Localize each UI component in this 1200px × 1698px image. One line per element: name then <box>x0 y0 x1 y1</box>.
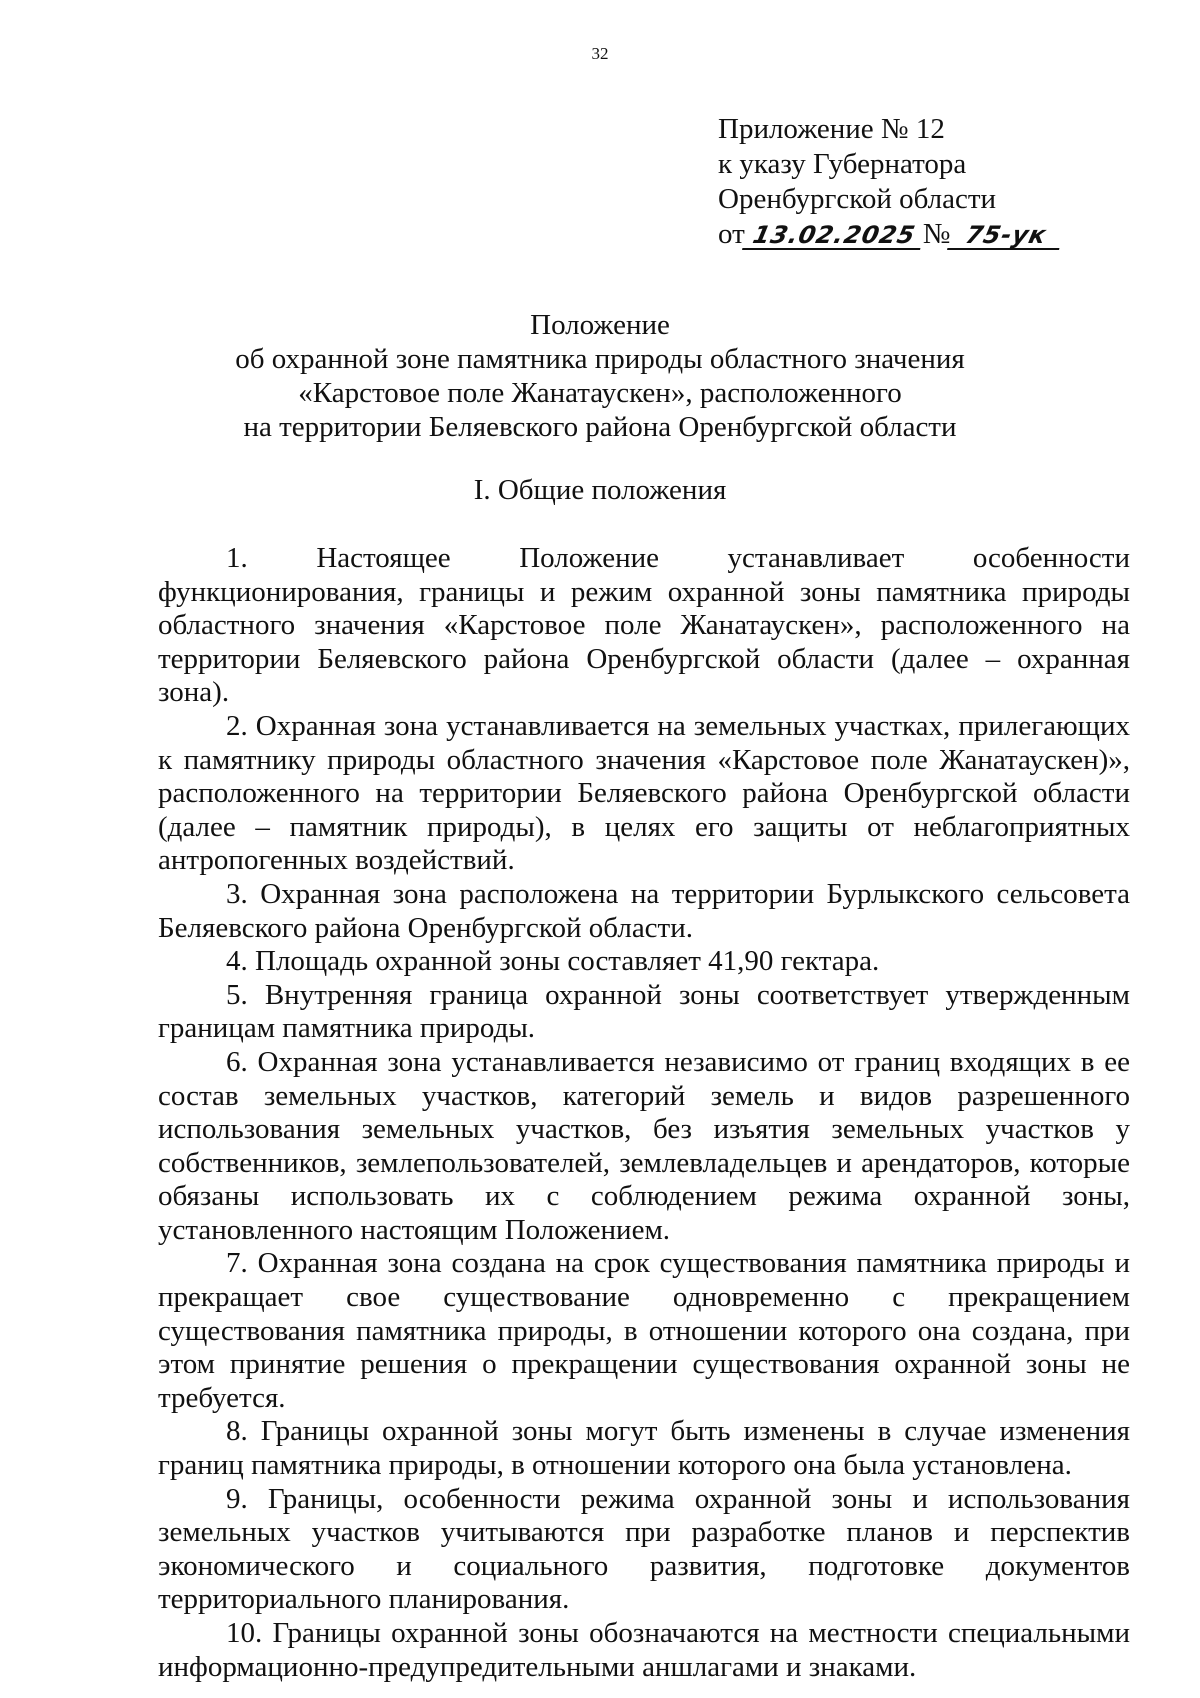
document-title <box>0 308 1200 444</box>
appendix-title: Приложение № 12 <box>718 113 945 145</box>
paragraph-8: 8. Границы охранной зоны могут быть изменены в случае изменения границ памятника природы, в отношении которого она была установлена. <box>158 1415 1130 1482</box>
paragraph-2: 2. Охранная зона устанавливается на земельных участках, прилегающих к памятнику природы областного значения «Карстовое поле Жанатаускен)», расположенного на территории Беляевского района Оренбургской области (далее – памятник природы), в целях его защиты от неблагоприятных антропогенных воздействий. <box>158 709 1130 877</box>
title-line-3: «Карстовое поле Жанатаускен», расположенного <box>298 377 902 409</box>
paragraph-3: 3. Охранная зона расположена на территории Бурлыкского сельсовета Беляевского района Оренбургской области. <box>158 877 1130 944</box>
section-heading: I. Общие положения <box>473 474 727 506</box>
page-number: 32 <box>591 44 609 63</box>
appendix-date-line <box>718 217 1062 252</box>
appendix-region: Оренбургской области <box>718 183 997 215</box>
paragraph-5: 5. Внутренняя граница охранной зоны соответствует утвержденным границам памятника природы. <box>158 978 1130 1045</box>
handwritten-number: 75-ук <box>947 222 1065 250</box>
number-sign: № <box>922 218 951 250</box>
title-line-1: Положение <box>530 309 670 341</box>
paragraph-4: 4. Площадь охранной зоны составляет 41,90 гектара. <box>226 945 880 978</box>
paragraph-10: 10. Границы охранной зоны обозначаются на местности специальными информационно-предупредительными аншлагами и знаками. <box>158 1617 1130 1683</box>
paragraph-9: 9. Границы, особенности режима охранной зоны и использования земельных участков учитываются при разработке планов и перспектив экономического и социального развития, подготовке документов территориального планирования. <box>158 1482 1130 1616</box>
appendix-decree-ref: к указу Губернатора <box>718 148 967 180</box>
appendix-block <box>718 112 1062 252</box>
body-text <box>158 542 1130 1684</box>
title-line-2: об охранной зоне памятника природы областного значения <box>235 343 965 375</box>
title-line-4: на территории Беляевского района Оренбургской области <box>243 411 957 443</box>
date-prefix: от <box>718 218 745 250</box>
handwritten-date: 13.02.2025 <box>742 222 926 250</box>
paragraph-1: 1. Настоящее Положение устанавливает особенности функционирования, границы и режим охранной зоны памятника природы областного значения «Карстовое поле Жанатаускен», расположенного на территории Беляевского района Оренбургской области (далее – охранная зона). <box>158 542 1130 709</box>
paragraph-7: 7. Охранная зона создана на срок существования памятника природы и прекращает свое существование одновременно с прекращением существования памятника природы, в отношении которого она создана, при этом принятие решения о прекращении существования охранной зоны не требуется. <box>158 1247 1130 1414</box>
paragraph-6: 6. Охранная зона устанавливается независимо от границ входящих в ее состав земельных участков, категорий земель и видов разрешенного использования земельных участков, без изъятия земельных участков у собственников, землепользователей, землевладельцев и арендаторов, которые обязаны использовать их с соблюдением режима охранной зоны, установленного настоящим Положением. <box>158 1045 1130 1246</box>
